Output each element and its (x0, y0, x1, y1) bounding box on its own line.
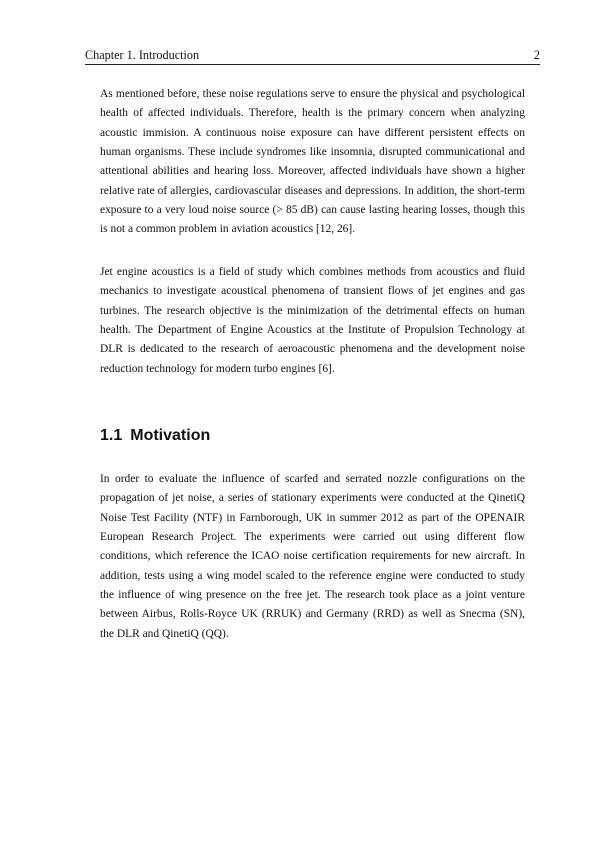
section-number: 1.1 (100, 427, 123, 444)
paragraph-jet-engine-acoustics: Jet engine acoustics is a field of study which combines methods from acoustics and fluid mechanics to investigate acoustical phenomena of transient flows of jet engines and gas turbines. The research objective is the minimization of the detrimental effects on human health. The Department of Engine Acoustics at the Institute of Propulsion Technology at DLR is dedicated to the research of aeroacoustic phenomena and the development noise reduction technology for modern turbo engines [6]. (100, 266, 525, 375)
page-number: 2 (533, 48, 540, 62)
section-title: Motivation (130, 427, 211, 444)
section-heading (100, 426, 210, 446)
paragraph-motivation: In order to evaluate the influence of scarfed and serrated nozzle configurations on the propagation of jet noise, a series of stationary experiments were conducted at the QinetiQ Noise Test Facility (NTF) in Farnborough, UK in summer 2012 as part of the OPENAIR European Research Project. The experiments were carried out using different flow conditions, which reference the ICAO noise certification requirements for new aircraft. In addition, tests using a wing model scaled to the reference engine were conducted to study the influence of wing presence on the free jet. The research took place as a joint venture between Airbus, Rolls-Royce UK (RRUK) and Germany (RRD) as well as Snecma (SN), the DLR and QinetiQ (QQ). (100, 473, 525, 640)
running-header (85, 48, 540, 65)
paragraph-health-effects: As mentioned before, these noise regulations serve to ensure the physical and psychological health of affected individuals. Therefore, health is the primary concern when analyzing acoustic immision. A continuous noise exposure can have different persistent effects on human organisms. These include syndromes like insomnia, disrupted communicational and attentional abilities and hearing loss. Moreover, affected individuals have shown a higher relative rate of allergies, cardiovascular diseases and depressions. In addition, the short-term exposure to a very loud noise source (> 85 dB) can cause lasting hearing losses, though this is not a common problem in aviation acoustics [12, 26]. (100, 88, 525, 236)
chapter-title: Chapter 1. Introduction (85, 48, 200, 62)
